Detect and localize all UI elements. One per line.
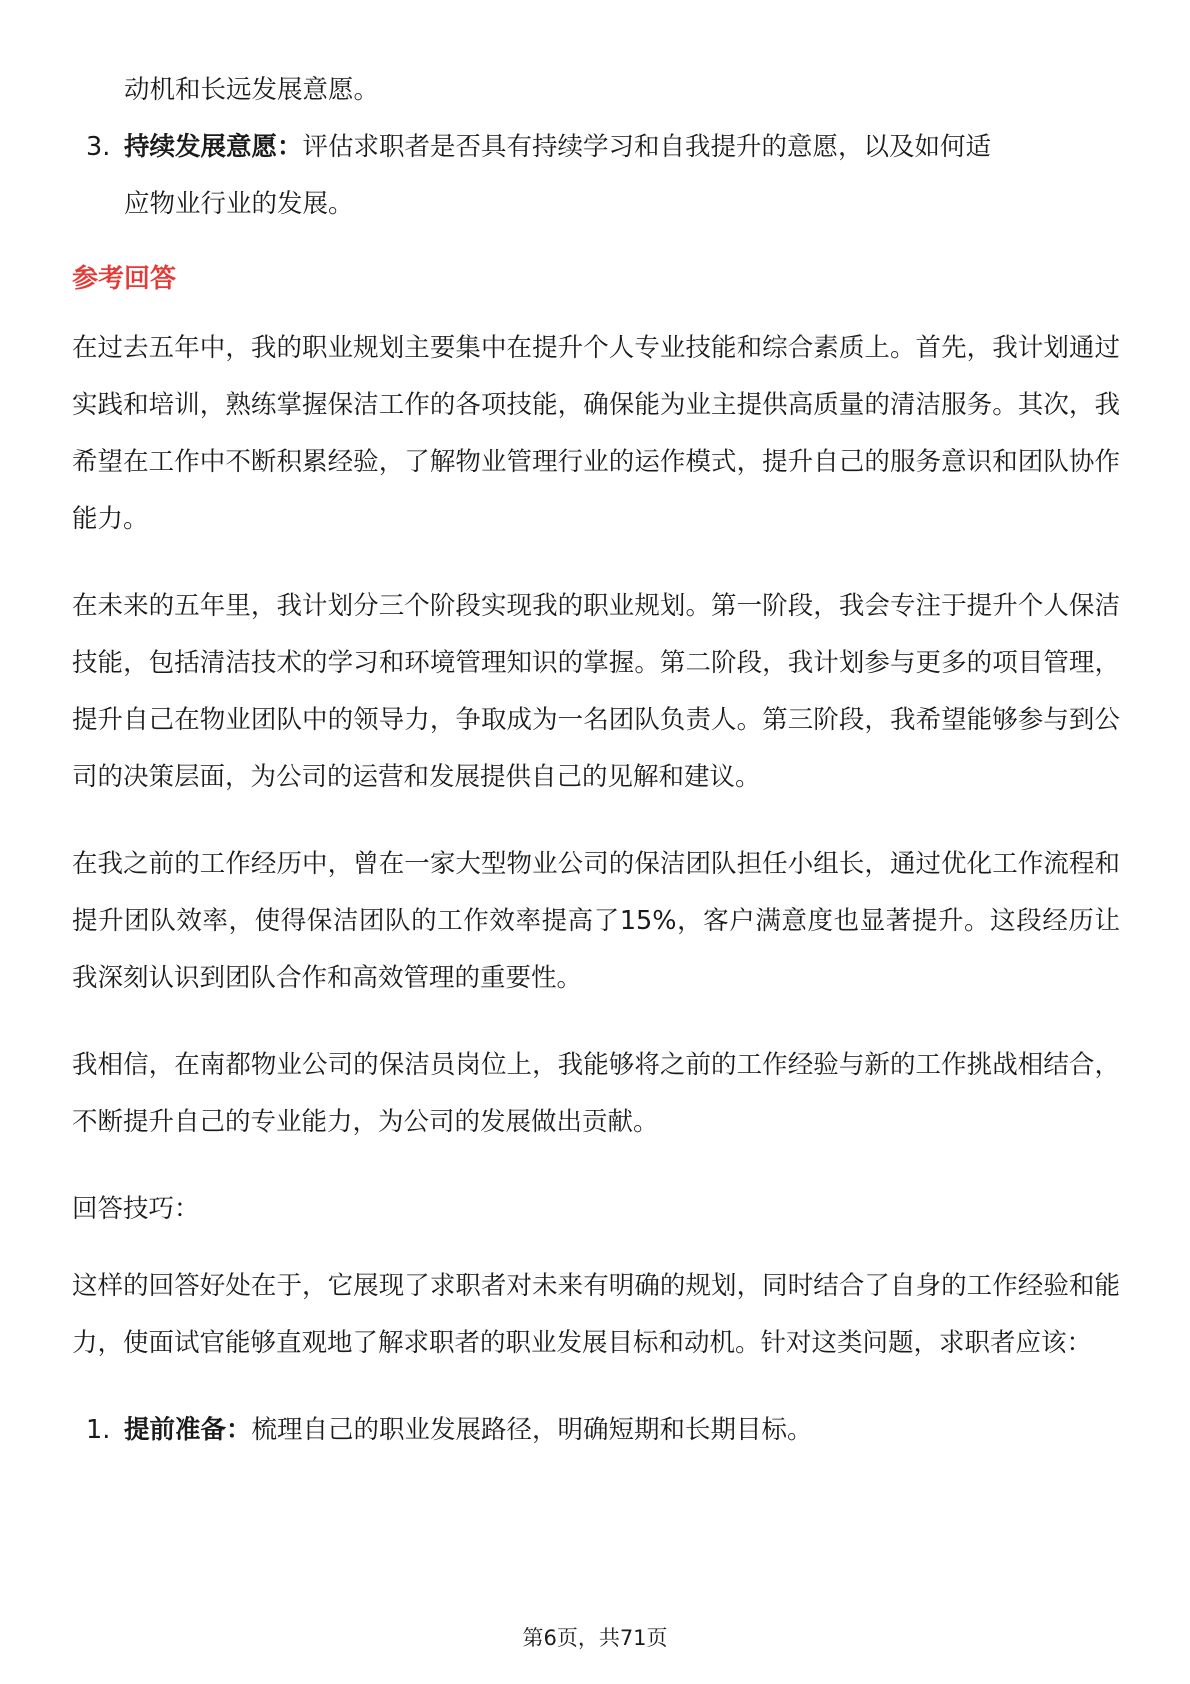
list-text-line2: 应物业行业的发展。 — [124, 189, 354, 219]
list-number: 1. — [86, 1415, 111, 1445]
paragraph-4: 我相信，在南都物业公司的保洁员岗位上，我能够将之前的工作经验与新的工作挑战相结合，不断提升自己的专业能力，为公司的发展做出贡献。 — [72, 1050, 1120, 1137]
list-number: 3. — [86, 132, 111, 162]
page-footer: 第6页，共71页 — [522, 1626, 668, 1650]
list-label: 提前准备： — [124, 1415, 252, 1445]
paragraph-1: 在过去五年中，我的职业规划主要集中在提升个人专业技能和综合素质上。首先，我计划通过实践和培训，熟练掌握保洁工作的各项技能，确保能为业主提供高质量的清洁服务。其次，我希望在工作中不断积累经验，了解物业管理行业的运作模式，提升自己的服务意识和团队协作能力。 — [72, 333, 1120, 534]
list-label: 持续发展意愿： — [124, 132, 303, 162]
section-heading: 参考回答 — [72, 264, 177, 294]
list-item — [72, 119, 1120, 233]
tips-heading: 回答技巧： — [72, 1194, 200, 1224]
list-item — [72, 1402, 1120, 1459]
list-text-body: 梳理自己的职业发展路径，明确短期和长期目标。 — [251, 1415, 813, 1445]
list-text — [124, 119, 1120, 233]
list-text-line1: 评估求职者是否具有持续学习和自我提升的意愿，以及如何适 — [302, 132, 992, 162]
list-text — [124, 1402, 1120, 1459]
document-body — [72, 62, 1120, 1459]
list-continuation: 动机和长远发展意愿。 — [124, 75, 380, 105]
tips-paragraph: 这样的回答好处在于，它展现了求职者对未来有明确的规划，同时结合了自身的工作经验和能力，使面试官能够直观地了解求职者的职业发展目标和动机。针对这类问题，求职者应该： — [72, 1271, 1120, 1358]
paragraph-3: 在我之前的工作经历中，曾在一家大型物业公司的保洁团队担任小组长，通过优化工作流程和提升团队效率，使得保洁团队的工作效率提高了15%，客户满意度也显著提升。这段经历让我深刻认识到团队合作和高效管理的重要性。 — [72, 849, 1120, 993]
paragraph-2: 在未来的五年里，我计划分三个阶段实现我的职业规划。第一阶段，我会专注于提升个人保洁技能，包括清洁技术的学习和环境管理知识的掌握。第二阶段，我计划参与更多的项目管理，提升自己在物业团队中的领导力，争取成为一名团队负责人。第三阶段，我希望能够参与到公司的决策层面，为公司的运营和发展提供自己的见解和建议。 — [72, 591, 1120, 792]
